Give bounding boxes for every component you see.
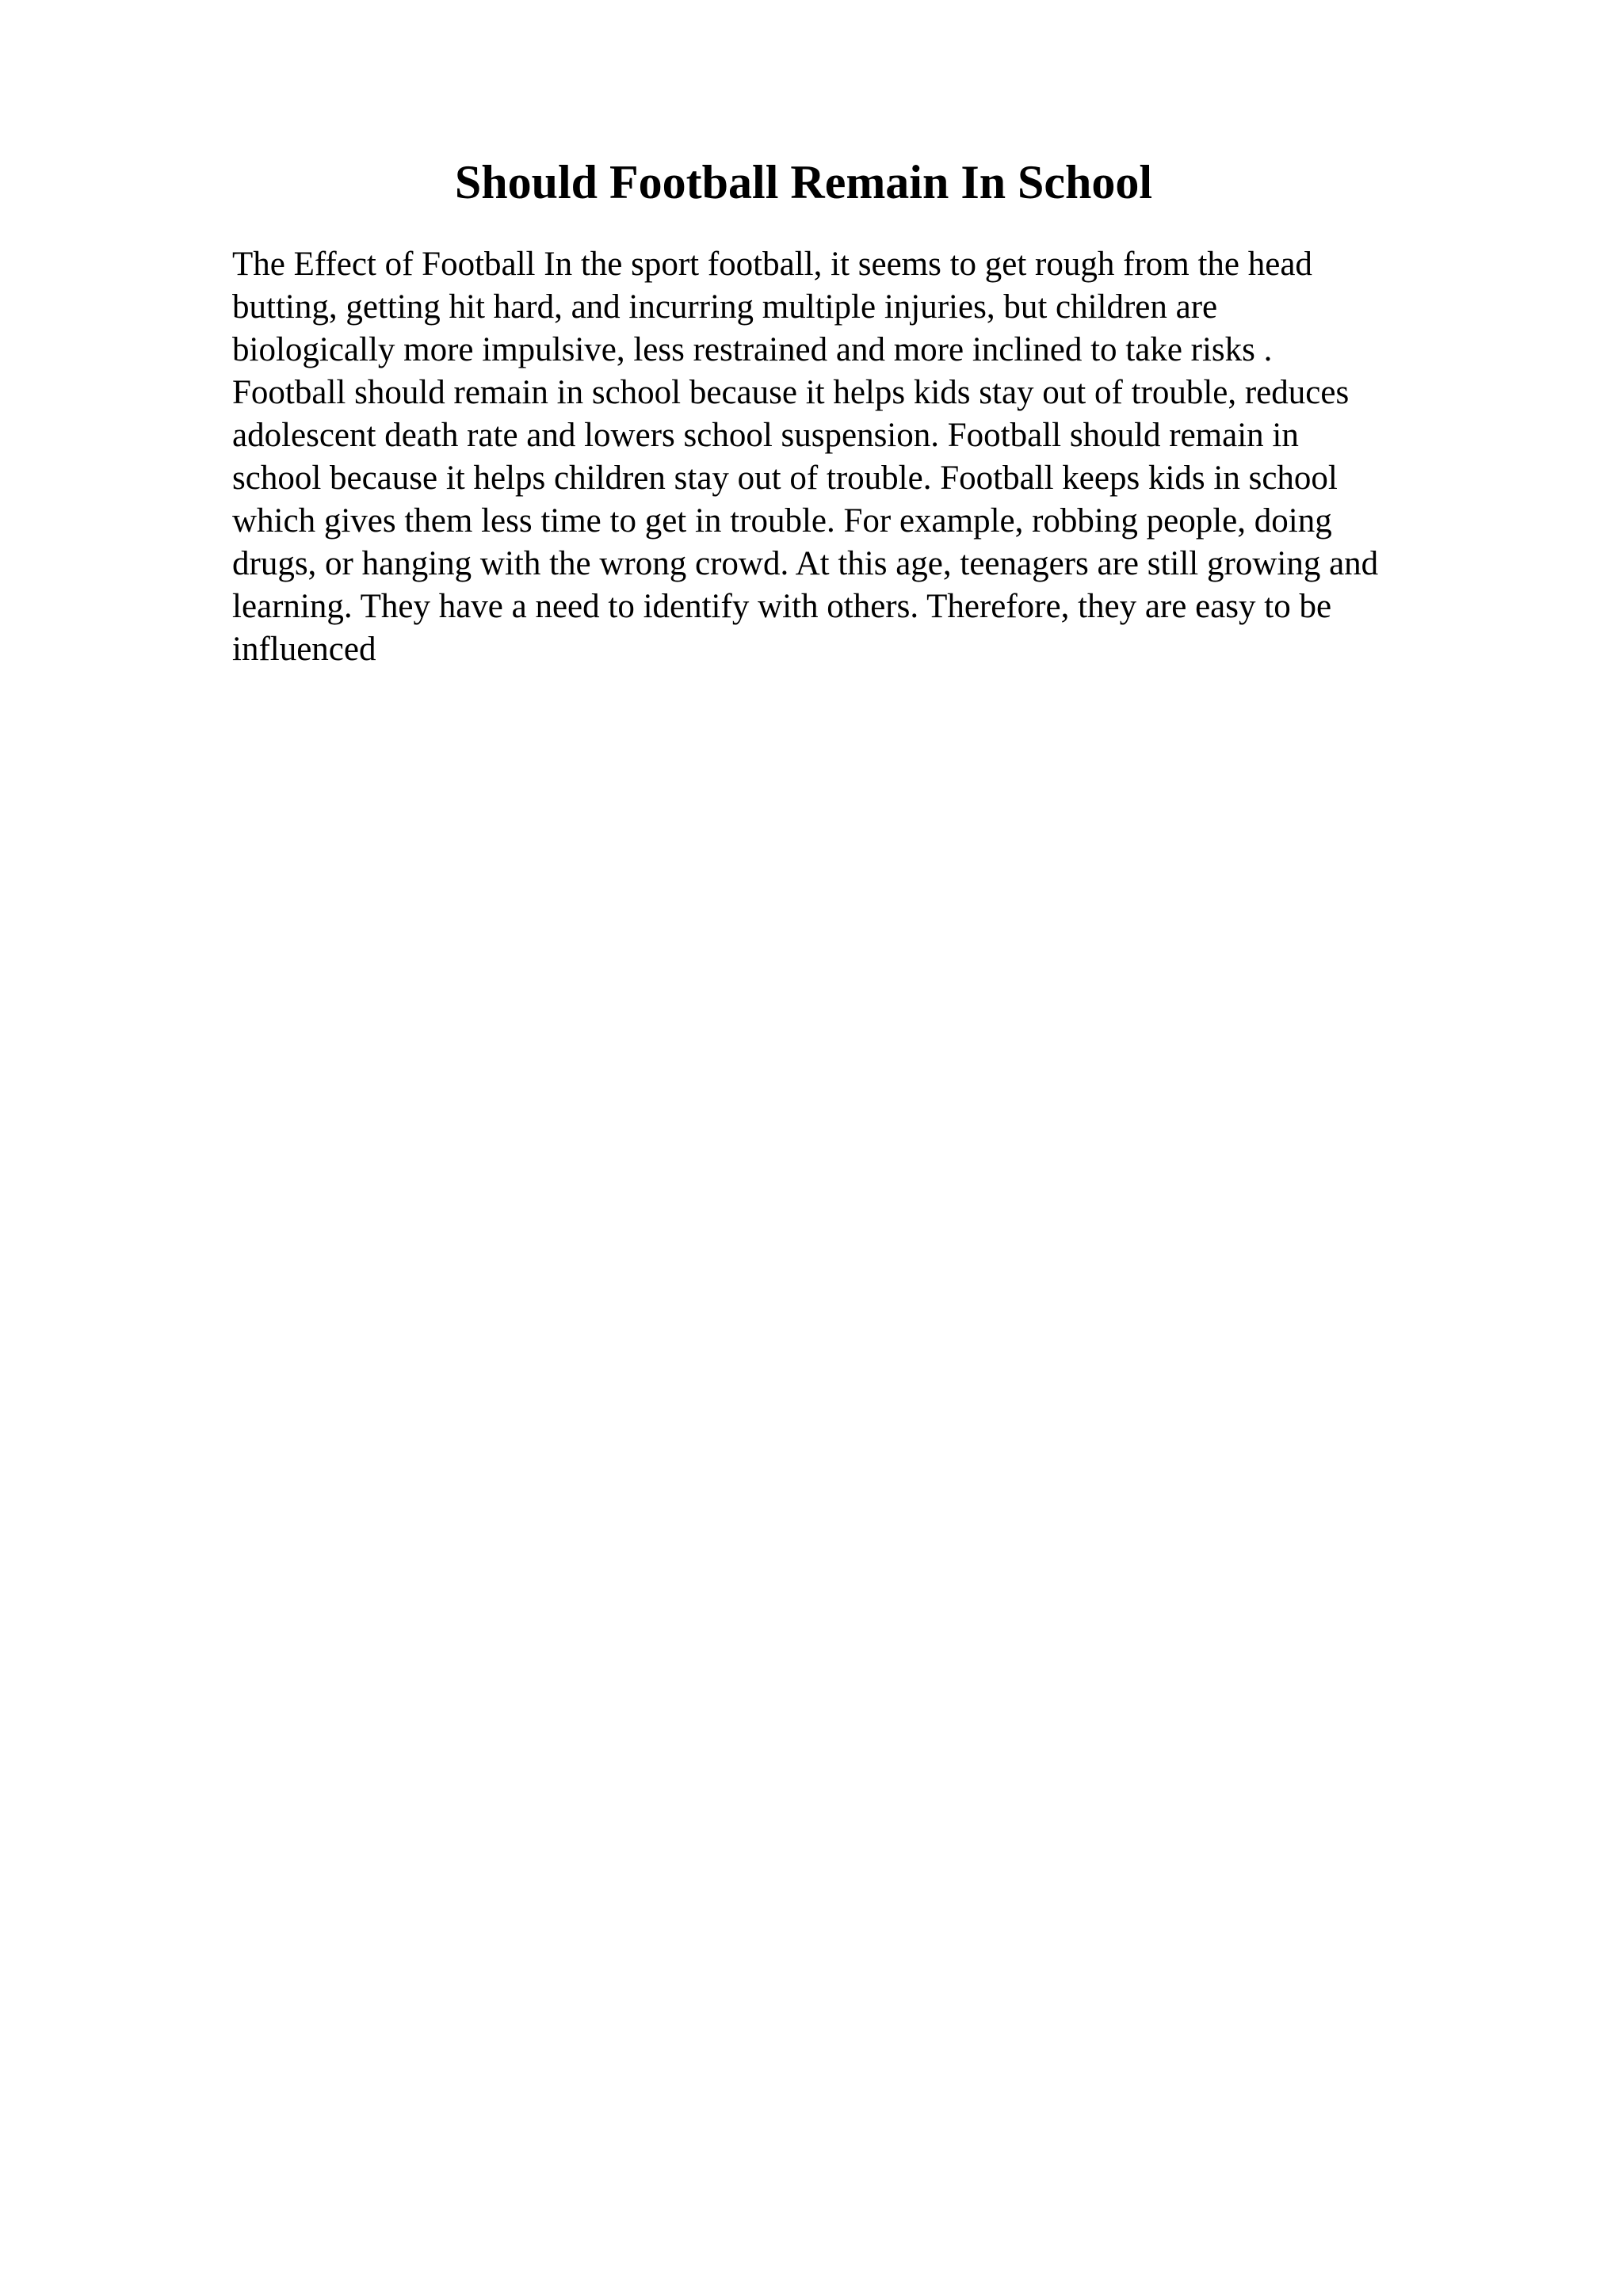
body-line: which gives them less time to get in trouble. For example, robbing people, doing — [232, 502, 1332, 540]
body-line: influenced — [232, 631, 376, 668]
body-line: learning. They have a need to identify with others. Therefore, they are easy to be — [232, 588, 1332, 625]
body-line: drugs, or hanging with the wrong crowd. At this age, teenagers are still growing and — [232, 545, 1379, 582]
body-line: butting, getting hit hard, and incurring multiple injuries, but children are — [232, 288, 1218, 326]
body-line: adolescent death rate and lowers school suspension. Football should remain in — [232, 417, 1299, 454]
document-title: Should Football Remain In School — [454, 156, 1153, 208]
body-line: school because it helps children stay out of trouble. Football keeps kids in school — [232, 460, 1338, 497]
body-line: The Effect of Football In the sport football, it seems to get rough from the head — [232, 246, 1312, 283]
body-line: biologically more impulsive, less restrained and more inclined to take risks . — [232, 331, 1273, 368]
document-body — [232, 243, 1579, 671]
body-line: Football should remain in school because it helps kids stay out of trouble, reduces — [232, 374, 1350, 411]
